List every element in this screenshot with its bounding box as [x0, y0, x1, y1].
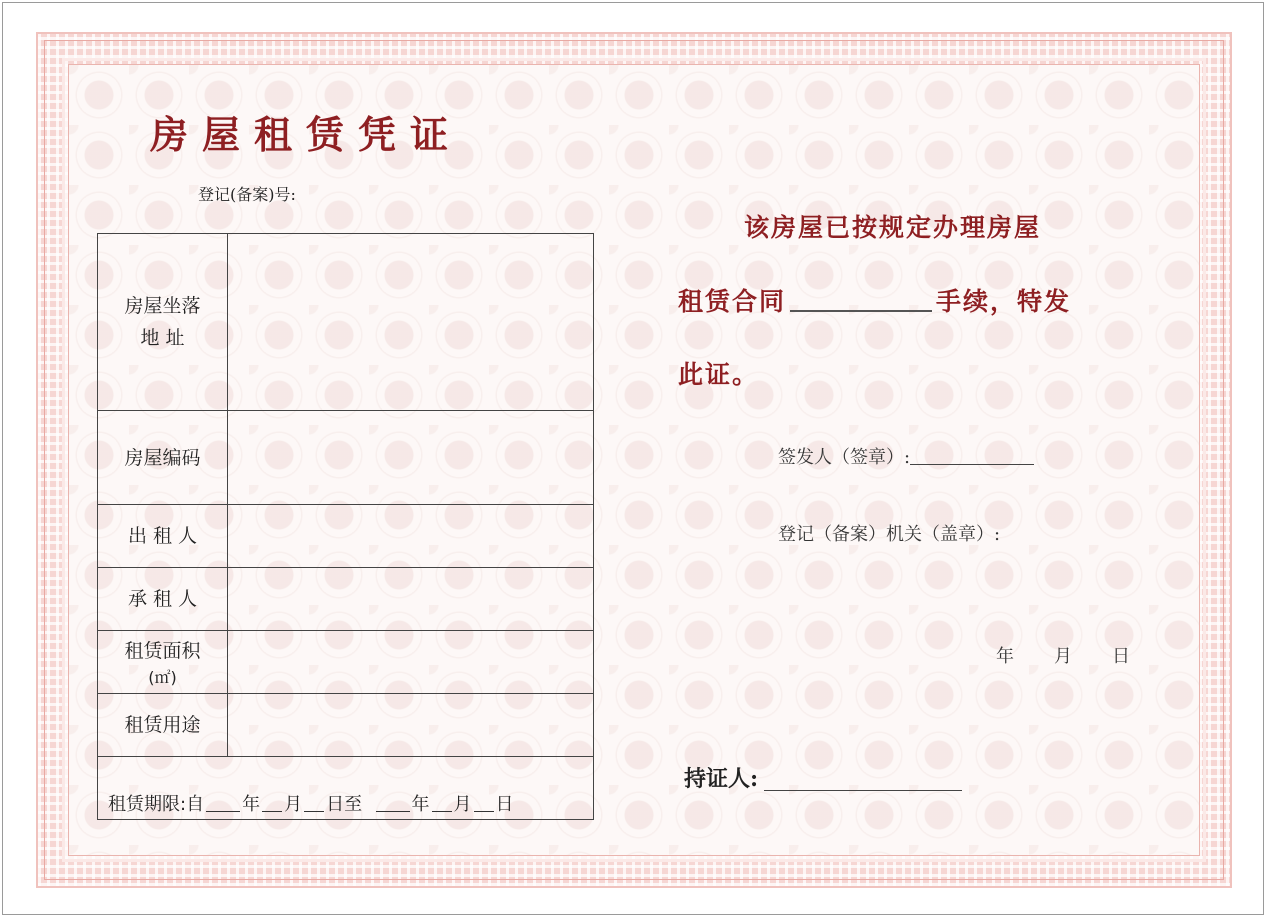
table-row [98, 631, 594, 694]
table-row [98, 568, 594, 631]
end-day-blank[interactable] [474, 810, 494, 812]
address-label-cell [98, 234, 228, 411]
lessee-label-cell [98, 568, 228, 631]
lessor-label: 出 租 人 [127, 525, 198, 547]
issuer-signature-line[interactable] [910, 463, 1034, 465]
issuer-signature-row [778, 443, 1034, 469]
lease-period-label: 租赁期限:自 [108, 794, 205, 815]
house-code-value-cell[interactable] [228, 411, 594, 505]
issuer-label: 签发人（签章）: [778, 447, 911, 468]
table-row [98, 234, 594, 411]
usage-label-cell [98, 694, 228, 757]
statement-line-3: 此证。 [678, 360, 760, 389]
start-day-to-unit: 日至 [326, 794, 363, 815]
start-month-blank[interactable] [262, 810, 282, 812]
holder-row [684, 762, 962, 793]
end-month-unit: 月 [453, 794, 472, 815]
area-label-unit: (㎡) [148, 668, 177, 687]
lessee-label: 承 租 人 [127, 588, 198, 610]
end-day-unit: 日 [495, 794, 514, 815]
start-year-blank[interactable] [206, 810, 240, 812]
address-value-cell[interactable] [228, 234, 594, 411]
registration-number-label: 登记(备案)号: [198, 185, 296, 204]
area-value-cell[interactable] [228, 631, 594, 694]
start-year-unit: 年 [242, 794, 261, 815]
end-month-blank[interactable] [432, 810, 452, 812]
usage-value-cell[interactable] [228, 694, 594, 757]
table-row [98, 505, 594, 568]
start-month-unit: 月 [284, 794, 303, 815]
issue-date [996, 642, 1130, 668]
usage-label: 租赁用途 [124, 714, 201, 736]
date-year-label: 年 [996, 646, 1014, 667]
area-label-line1: 租赁面积 [124, 640, 201, 662]
table-row [98, 757, 594, 820]
property-info-table [97, 233, 594, 820]
end-year-blank[interactable] [376, 810, 410, 812]
address-label-line1: 房屋坐落 [124, 295, 201, 317]
table-row [98, 411, 594, 505]
date-month-label: 月 [1054, 646, 1072, 667]
statement-line-2 [678, 282, 1071, 318]
lease-period-cell [98, 757, 594, 820]
lessee-value-cell[interactable] [228, 568, 594, 631]
statement-line-2-start: 租赁合同 [678, 287, 787, 316]
lessor-value-cell[interactable] [228, 505, 594, 568]
end-year-unit: 年 [411, 794, 430, 815]
contract-type-blank[interactable] [790, 309, 932, 312]
address-label-line2: 地 址 [140, 327, 185, 349]
holder-signature-line[interactable] [764, 789, 962, 791]
area-label-cell [98, 631, 228, 694]
certificate-title: 房屋租赁凭证 [150, 112, 463, 157]
start-day-blank[interactable] [304, 810, 324, 812]
statement-line-1: 该房屋已按规定办理房屋 [744, 213, 1042, 242]
date-day-label: 日 [1112, 646, 1130, 667]
house-code-label-cell [98, 411, 228, 505]
table-row [98, 694, 594, 757]
lessor-label-cell [98, 505, 228, 568]
house-code-label: 房屋编码 [124, 446, 201, 469]
registration-office-label: 登记（备案）机关（盖章）: [778, 524, 1001, 545]
statement-line-2-end: 手续，特发 [936, 287, 1072, 316]
holder-label: 持证人: [684, 766, 759, 792]
